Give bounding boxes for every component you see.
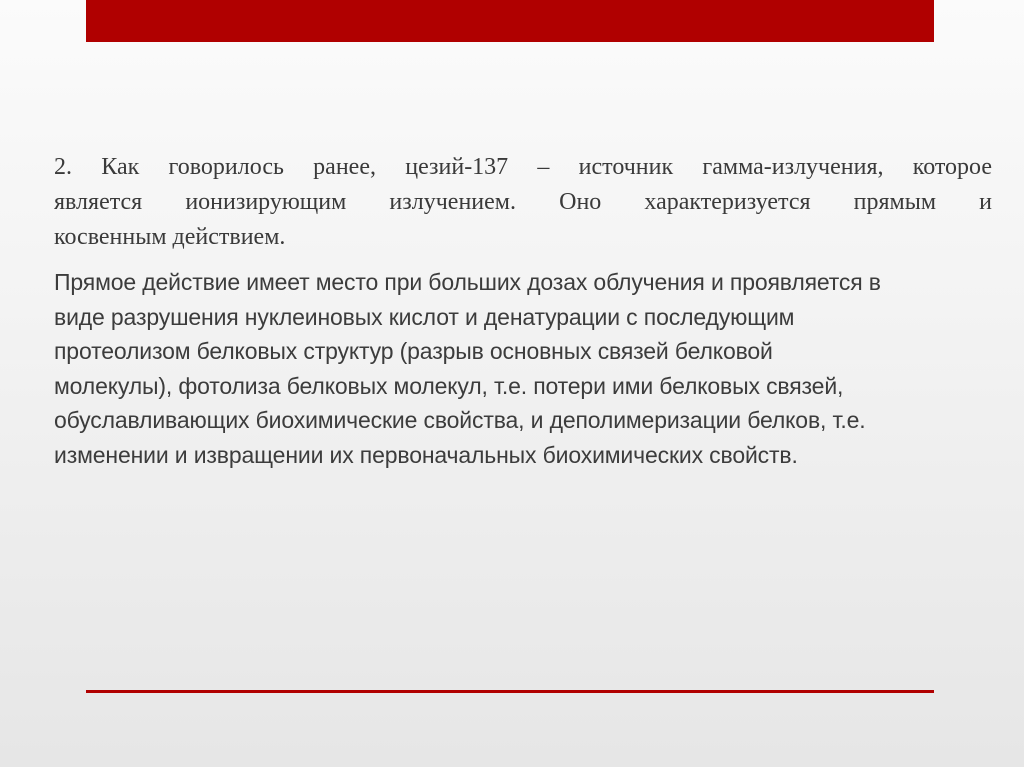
paragraph-2-line: изменении и извращении их первоначальных биохимических свойств. xyxy=(54,441,798,468)
bottom-divider-line xyxy=(86,690,934,693)
slide-body xyxy=(54,150,992,472)
paragraph-2-line: обуславливающих биохимические свойства, и деполимеризации белков, т.е. xyxy=(54,407,866,433)
paragraph-2-line: молекулы), фотолиза белковых молекул, т.е. потери ими белковых связей, xyxy=(54,372,844,399)
paragraph-2 xyxy=(54,265,992,472)
paragraph-1-line: косвенным действием. xyxy=(54,224,286,250)
paragraph-2-line: Прямое действие имеет место при больших дозах облучения и проявляется в xyxy=(54,269,881,295)
paragraph-1-line: 2. Как говорилось ранее, цезий-137 – источник гамма-излучения, которое xyxy=(54,154,992,180)
paragraph-2-line: протеолизом белковых структур (разрыв основных связей белковой xyxy=(54,338,773,364)
top-accent-bar xyxy=(86,0,934,42)
paragraph-1-line: является ионизирующим излучением. Оно характеризуется прямым и xyxy=(54,189,992,215)
paragraph-1 xyxy=(54,150,992,255)
paragraph-2-line: виде разрушения нуклеиновых кислот и денатурации с последующим xyxy=(54,303,795,330)
